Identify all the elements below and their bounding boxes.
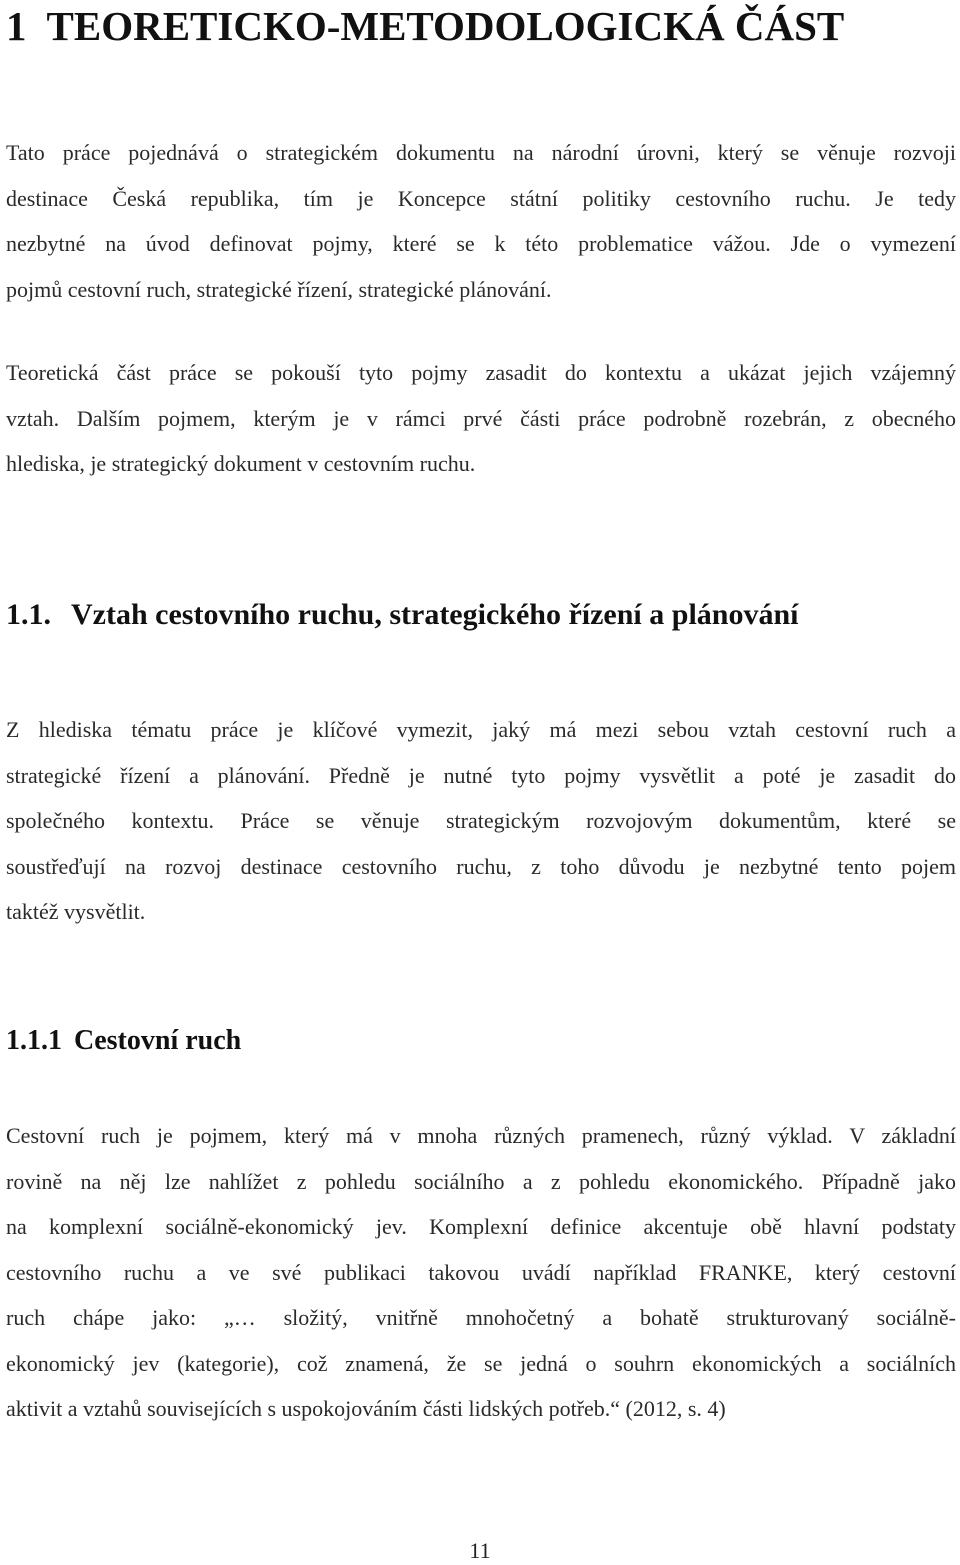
intro-paragraph-2 <box>6 350 956 487</box>
intro-paragraph-1 <box>6 130 956 312</box>
subsection-paragraph <box>6 1113 956 1432</box>
subsection-number: 1.1.1 <box>6 1025 62 1056</box>
text-line: destinace Česká republika, tím je Koncepce státní politiky cestovního ruchu. Je tedy <box>6 185 956 211</box>
text-line: soustřeďují na rozvoj destinace cestovního ruchu, z toho důvodu je nezbytné tento pojem <box>6 853 956 879</box>
text-line: Teoretická část práce se pokouší tyto pojmy zasadit do kontextu a ukázat jejich vzájemný <box>6 360 956 385</box>
text-line: nezbytné na úvod definovat pojmy, které se k této problematice vážou. Jde o vymezení <box>6 231 956 256</box>
text-line: pojmů cestovní ruch, strategické řízení, strategické plánování. <box>6 276 552 302</box>
text-line: aktivit a vztahů souvisejících s uspokojováním části lidských potřeb.“ (2012, s. 4) <box>6 1396 726 1421</box>
page-number: 11 <box>469 1538 491 1563</box>
chapter-title: TEORETICKO-METODOLOGICKÁ ČÁST <box>46 3 845 49</box>
chapter-number: 1 <box>6 3 27 49</box>
section-paragraph <box>6 707 956 935</box>
subsection-heading <box>6 1025 241 1057</box>
text-line: vztah. Dalším pojmem, kterým je v rámci prvé části práce podrobně rozebrán, z obecného <box>6 405 956 431</box>
subsection-title: Cestovní ruch <box>74 1025 242 1056</box>
text-line: cestovního ruchu a ve své publikaci takovou uvádí například FRANKE, který cestovní <box>6 1259 956 1285</box>
section-title: Vztah cestovního ruchu, strategického řízení a plánování <box>71 598 799 631</box>
text-line: rovině na něj lze nahlížet z pohledu sociálního a z pohledu ekonomického. Případně jako <box>6 1168 956 1194</box>
text-line: Z hlediska tématu práce je klíčové vymezit, jaký má mezi sebou vztah cestovní ruch a <box>6 717 956 742</box>
text-line: na komplexní sociálně-ekonomický jev. Komplexní definice akcentuje obě hlavní podstaty <box>6 1214 956 1239</box>
text-line: Cestovní ruch je pojmem, který má v mnoha různých pramenech, různý výklad. V základní <box>6 1123 956 1148</box>
text-line: ruch chápe jako: „… složitý, vnitřně mnohočetný a bohatě strukturovaný sociálně- <box>6 1305 956 1330</box>
section-number: 1.1. <box>6 598 51 631</box>
text-line: strategické řízení a plánování. Předně je nutné tyto pojmy vysvětlit a poté je zasadit do <box>6 762 956 788</box>
text-line: společného kontextu. Práce se věnuje strategickým rozvojovým dokumentům, které se <box>6 808 956 833</box>
chapter-heading <box>6 2 844 50</box>
section-heading <box>6 598 799 632</box>
text-line: Tato práce pojednává o strategickém dokumentu na národní úrovni, který se věnuje rozvoji <box>6 140 956 165</box>
text-line: ekonomický jev (kategorie), což znamená, že se jedná o souhrn ekonomických a sociálních <box>6 1350 956 1376</box>
text-line: hlediska, je strategický dokument v cestovním ruchu. <box>6 451 476 476</box>
text-line: taktéž vysvětlit. <box>6 899 146 924</box>
